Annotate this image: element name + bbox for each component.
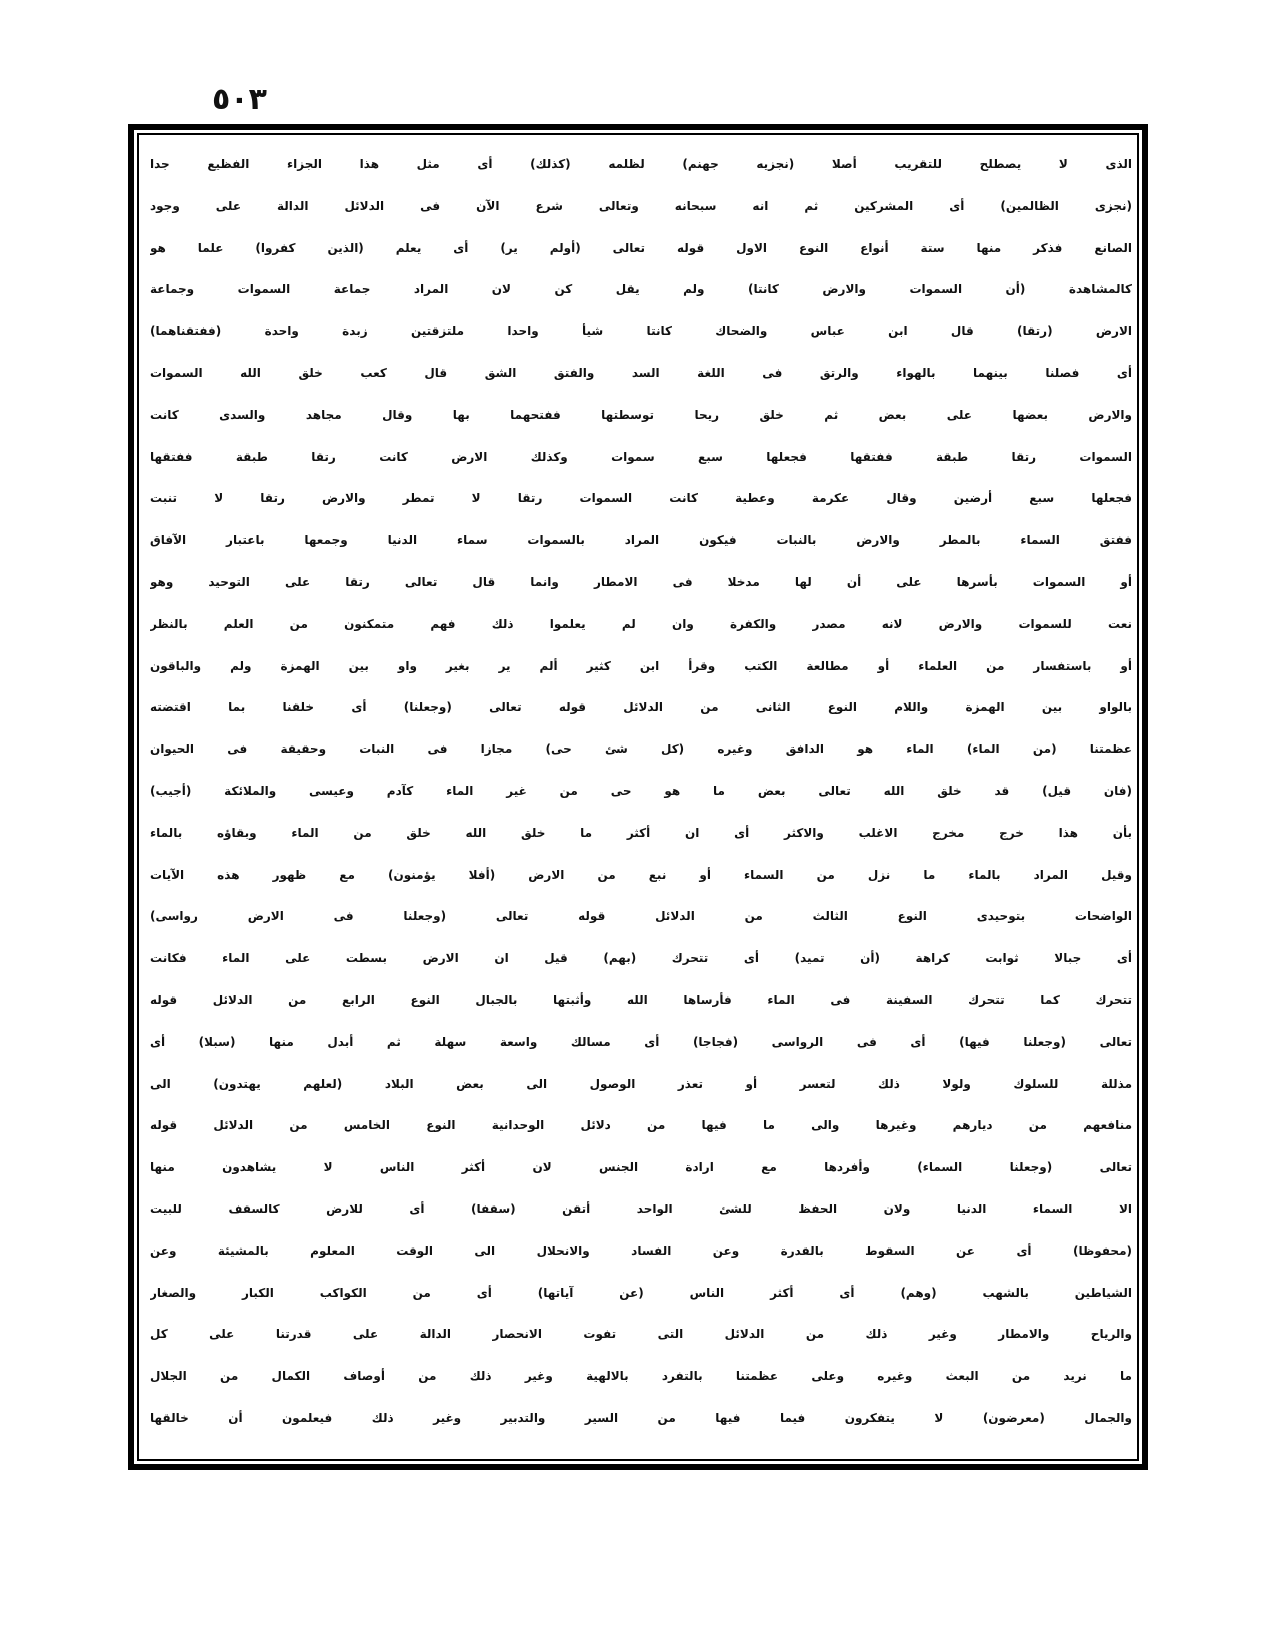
text-line: نعت للسموات والارض لانه مصدر والكفرة وان لم يعلموا ذلك فهم متمكنون من العلم بالنظر <box>150 616 1132 631</box>
text-line: والجمال (معرضون) لا يتفكرون فيما فيها من السير والتدبير وغير ذلك فيعلمون أن خالقها <box>150 1410 1132 1425</box>
text-line: فجعلها سبع أرضين وقال عكرمة وعطية كانت السموات رتقا لا تمطر والارض رتقا لا تنبت <box>150 491 1132 506</box>
text-line: عظمتنا (من الماء) الماء هو الدافق وغيره (كل شئ حى) مجازا فى النبات وحقيقة فى الحيوان <box>150 742 1132 757</box>
text-line: (فان قيل) قد خلق الله تعالى بعض ما هو حى من غير الماء كآدم وعيسى والملائكة (أجيب) <box>150 783 1132 798</box>
text-line: وقيل المراد بالماء ما نزل من السماء أو نبع من الارض (أفلا يؤمنون) مع ظهور هذه الآيات <box>150 867 1132 882</box>
text-line: أى فصلنا بينهما بالهواء والرتق فى اللغة السد والفتق الشق قال كعب خلق الله السموات <box>150 365 1132 380</box>
text-line: والرياح والامطار وغير ذلك من الدلائل التى تفوت الانحصار الدالة على قدرتنا على كل <box>150 1327 1132 1342</box>
text-line: تعالى (وجعلنا فيها) أى فى الرواسى (فجاجا) أى مسالك واسعة سهلة ثم أبدل منها (سبلا) أى <box>150 1034 1132 1049</box>
page-frame <box>128 124 1148 1470</box>
text-line: الصانع فذكر منها ستة أنواع النوع الاول قوله تعالى (أولم ير) أى يعلم (الذين كفروا) علما هو <box>150 240 1132 255</box>
text-line: تعالى (وجعلنا السماء) وأفردها مع ارادة الجنس لان أكثر الناس لا يشاهدون منها <box>150 1160 1132 1175</box>
text-line: الارض (رتقا) قال ابن عباس والضحاك كانتا شيأ واحدا ملتزقتين زبدة واحدة (ففتقناهما) <box>150 324 1132 339</box>
text-line: الشياطين بالشهب (وهم) أى أكثر الناس (عن آياتها) أى من الكواكب الكبار والصغار <box>150 1285 1132 1300</box>
text-line: أى جبالا ثوابت كراهة (أن تميد) أى تتحرك (بهم) قيل ان الارض بسطت على الماء فكانت <box>150 951 1132 966</box>
page-number: ٥٠٣ <box>212 82 267 117</box>
text-line: الواضحات بتوحيدى النوع الثالث من الدلائل قوله تعالى (وجعلنا فى الارض رواسى) <box>150 909 1132 924</box>
text-line: ما نريد من البعث وغيره وعلى عظمتنا بالتفرد بالالهية وغير ذلك من أوصاف الكمال من الجلال <box>150 1369 1132 1384</box>
text-line: أو السموات بأسرها على أن لها مدخلا فى الامطار وانما قال تعالى رتقا على التوحيد وهو <box>150 574 1132 589</box>
text-line: بالواو بين الهمزة واللام النوع الثانى من الدلائل قوله تعالى (وجعلنا) أى خلقنا بما اقتضته <box>150 700 1132 715</box>
text-body <box>150 144 1132 1440</box>
text-line: كالمشاهدة (أن السموات والارض كانتا) ولم يقل كن لان المراد جماعة السموات وجماعة <box>150 282 1132 297</box>
text-line: بأن هذا خرج مخرج الاغلب والاكثر أى ان أكثر ما خلق الله خلق من الماء وبقاؤه بالماء <box>150 825 1132 840</box>
text-line: والارض بعضها على بعض ثم خلق ريحا توسطتها ففتحهما بها وقال مجاهد والسدى كانت <box>150 407 1132 422</box>
text-line: السموات رتقا طبقة ففتقها فجعلها سبع سموات وكذلك الارض كانت رتقا طبقة ففتقها <box>150 449 1132 464</box>
text-line: تتحرك كما تتحرك السفينة فى الماء فأرساها الله وأثبتها بالجبال النوع الرابع من الدلائل قوله <box>150 992 1132 1007</box>
text-line: الا السماء الدنيا ولان الحفظ للشئ الواحد أتقن (سقفا) أى للارض كالسقف للبيت <box>150 1201 1132 1216</box>
text-line: مذللة للسلوك ولولا ذلك لتعسر أو تعذر الوصول الى بعض البلاد (لعلهم يهتدون) الى <box>150 1076 1132 1091</box>
text-line: ففتق السماء بالمطر والارض بالنبات فيكون المراد بالسموات سماء الدنيا وجمعها باعتبار الآفاق <box>150 533 1132 548</box>
text-line: الذى لا يصطلح للتقريب أصلا (نجزيه جهنم) لظلمه (كذلك) أى مثل هذا الجزاء الفظيع جدا <box>150 157 1132 171</box>
text-line: (نجزى الظالمين) أى المشركين ثم انه سبحانه وتعالى شرع الآن فى الدلائل الدالة على وجود <box>150 198 1132 213</box>
text-line: أو باستفسار من العلماء أو مطالعة الكتب وقرأ ابن كثير ألم ير بغير واو بين الهمزة ولم والباقون <box>150 658 1132 673</box>
text-line: (محفوظا) أى عن السقوط بالقدرة وعن الفساد والانحلال الى الوقت المعلوم بالمشيئة وعن <box>150 1243 1132 1258</box>
text-line: منافعهم من ديارهم وغيرها والى ما فيها من دلائل الوحدانية النوع الخامس من الدلائل قوله <box>150 1118 1132 1133</box>
